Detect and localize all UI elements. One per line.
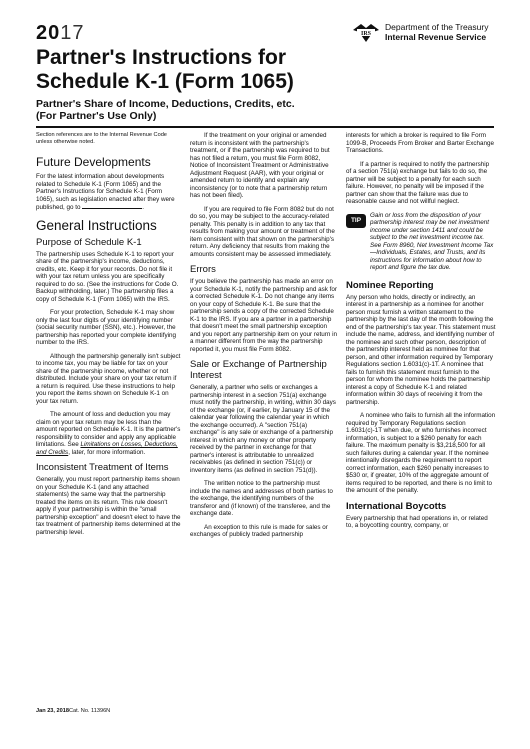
nominee-paragraph: Any person who holds, directly or indirectly, an interest in a partnership as a nominee for another person must furnish a written statement to the partnership by the last day of the month following the end of the partnership's tax year. This statement must include the name, address, and identifying number of the nominee and such other person, description of the partnership interest held as nominee for that person, and other information required by Temporary Regulations section 1.6031(c)-1T. A nominee that fails to furnish this statement must furnish to the person for whom the nominee holds the partnership interest a copy of Schedule K-1 and related information within 30 days of receiving it from the partnership. [346,293,496,406]
sale-paragraph: Generally, a partner who sells or exchanges a partnership interest in a section 751(a) exchange must notify the partnership, in writing, within 30 days of the exchange (or, if earlier, by January 15 of the calendar year following the calendar year in which the exchange occurred). A "section 751(a) exchange" is any sale or exchange of a partnership interest in which any money or other property received by the partner in exchange for that partner's interest is attributable to unrealized receivables (as defined in section 751(c)) or inventory items (as defined in section 751(d)). [190,384,336,474]
column-right [346,132,496,536]
irs-eagle-logo-icon [351,20,381,44]
penalty-paragraph: If you are required to file Form 8082 but do not do so, you may be subject to the accuracy-related penalty. This penalty is in addition to any tax that results from making your amount or treatment of the item consistent with that shown on the partnership's return. Any deficiency that results from making the amounts consistent may be assessed immediately. [190,205,335,258]
errors-paragraph: If you believe the partnership has made an error on your Schedule K-1, notify the partnership and ask for a corrected Schedule K-1. Do not change any items on your copy of Schedule K-1. Be sure that the partnership sends a copy of the corrected Schedule K-1 to the IRS. If you are a partner in a partnership that doesn't meet the small partnership exception and you report any partnership item on your return in a manner different from the way the partnership reported it, you must file Form 8082. [190,278,338,353]
future-developments-heading: Future Developments [36,155,151,170]
inconsistent-treatment-heading: Inconsistent Treatment of Items [36,462,169,474]
form-year: 2017 [36,22,85,44]
nominee-reporting-heading: Nominee Reporting [346,279,434,291]
tip-icon: TIP [346,214,366,228]
boycott-paragraph: Every partnership that had operations in, or related to, a boycotting country, company, or [346,514,488,529]
purpose-paragraph: The amount of loss and deduction you may claim on your tax return may be less than the amount reported on Schedule K-1. It is the partner's responsibility to consider and apply any applicable limitations. See Limitations on Losses, Deductions, and Credits, later, for more information. [36,411,181,456]
tip-box [346,212,496,272]
broker-paragraph: interests for which a broker is required to file Form 1099-B, Proceeds From Broker and Barter Exchange Transactions. [346,132,495,154]
column-left [36,132,181,542]
inconsistent-paragraph: If the treatment on your original or amended return is inconsistent with the partnership's treatment, or if the partnership was required to but has not filed a return, you must file Form 8082, Notice of Inconsistent Treatment or Administrative Adjustment Request (AAR), with your original or amended return to identify and explain any inconsistency (or to note that a partnership return has not been filed). [190,132,330,199]
svg-text:IRS: IRS [360,31,372,37]
notify-penalty-paragraph: If a partner is required to notify the partnership of a section 751(a) exchange but fails to do so, the partner will be subject to a penalty for each such failure. However, no penalty will be imposed if the partner can show that the failure was due to reasonable cause and not willful neglect. [346,160,490,205]
url-blank [82,203,142,209]
future-developments-text: For the latest information about developments related to Schedule K-1 (Form 1065) and the Partner's Instructions for Schedule K-1 (Form 1065), such as legislation enacted after they were published, go to . [36,173,175,212]
purpose-paragraph: The partnership uses Schedule K-1 to report your share of the partnership's income, deductions, credits, etc. Keep it for your records. Do not file it with your tax return unless you are specifically required to do so. (See the instructions for Code O. Backup withholding, later.) The partnership files a copy of Schedule K-1 (Form 1065) with the IRS. [36,250,179,303]
agency-name: Department of the Treasury Internal Revenue Service [385,22,489,42]
general-instructions-heading: General Instructions [36,217,157,233]
sale-paragraph: The written notice to the partnership must include the names and addresses of both parties to the exchange, the identifying numbers of the transferor and (if known) of the transferee, and the exchange date. [190,480,333,517]
inconsistent-paragraph: Generally, you must report partnership items shown on your Schedule K-1 (and any attached statements) the same way that the partnership treated the items on its return. This rule doesn't apply if your partnership is within the "small partnership exception" and doesn't elect to have the tax treatment of partnership items determined at the partnership level. [36,476,181,536]
header-rule [36,126,494,128]
purpose-paragraph: For your protection, Schedule K-1 may show only the last four digits of your identifying number (social security number (SSN), etc.). However, the partnership has reported your complete identifying number to the IRS. [36,309,177,347]
purpose-heading: Purpose of Schedule K-1 [36,236,142,248]
tip-text: Gain or loss from the disposition of your partnership interest may be net investment income under section 1411 and could be subject to the net investment income tax. See Form 8960, Net Investment Income Tax—Individuals, Estates, and Trusts, and its instructions for information about how to report and figure the tax due. [370,211,494,271]
code-references-note: Section references are to the Internal Revenue Code unless otherwise noted. [36,132,167,145]
sale-paragraph: An exception to this rule is made for sales or exchanges of publicly traded partnership [190,523,328,538]
column-middle [190,132,337,545]
errors-heading: Errors [190,264,216,275]
page-footer: Jan 23, 2018Cat. No. 11396N [36,708,111,714]
purpose-paragraph: Although the partnership generally isn't subject to income tax, you may be liable for tax on your share of the partnership income, whether or not distributed. Include your share on your tax return if a return is required. Use these instructions to help you report the items shown on Schedule K-1 on your tax return. [36,352,181,405]
sale-exchange-heading: Sale or Exchange of Partnership Interest [190,359,327,381]
page-subtitle: Partner's Share of Income, Deductions, Credits, etc. (For Partner's Use Only) [36,98,295,122]
nominee-paragraph: A nominee who fails to furnish all the information required by Temporary Regulations section 1.6031(c)-1T when due, or who furnishes incorrect information, is subject to a $260 penalty for each failure. The maximum penalty is $3,218,500 for all such failures during a calendar year. If the nominee intentionally disregards the requirement to report correct information, each $260 penalty increases to $530 or, if greater, 10% of the aggregate amount of items required to be reported, and there is no limit to the amount of the penalty. [346,412,496,494]
page-title: Partner's Instructions for Schedule K-1 (Form 1065) [36,46,294,93]
limitations-link[interactable]: Limitations on Losses, Deductions, and Credits [36,441,178,456]
international-boycotts-heading: International Boycotts [346,500,447,512]
